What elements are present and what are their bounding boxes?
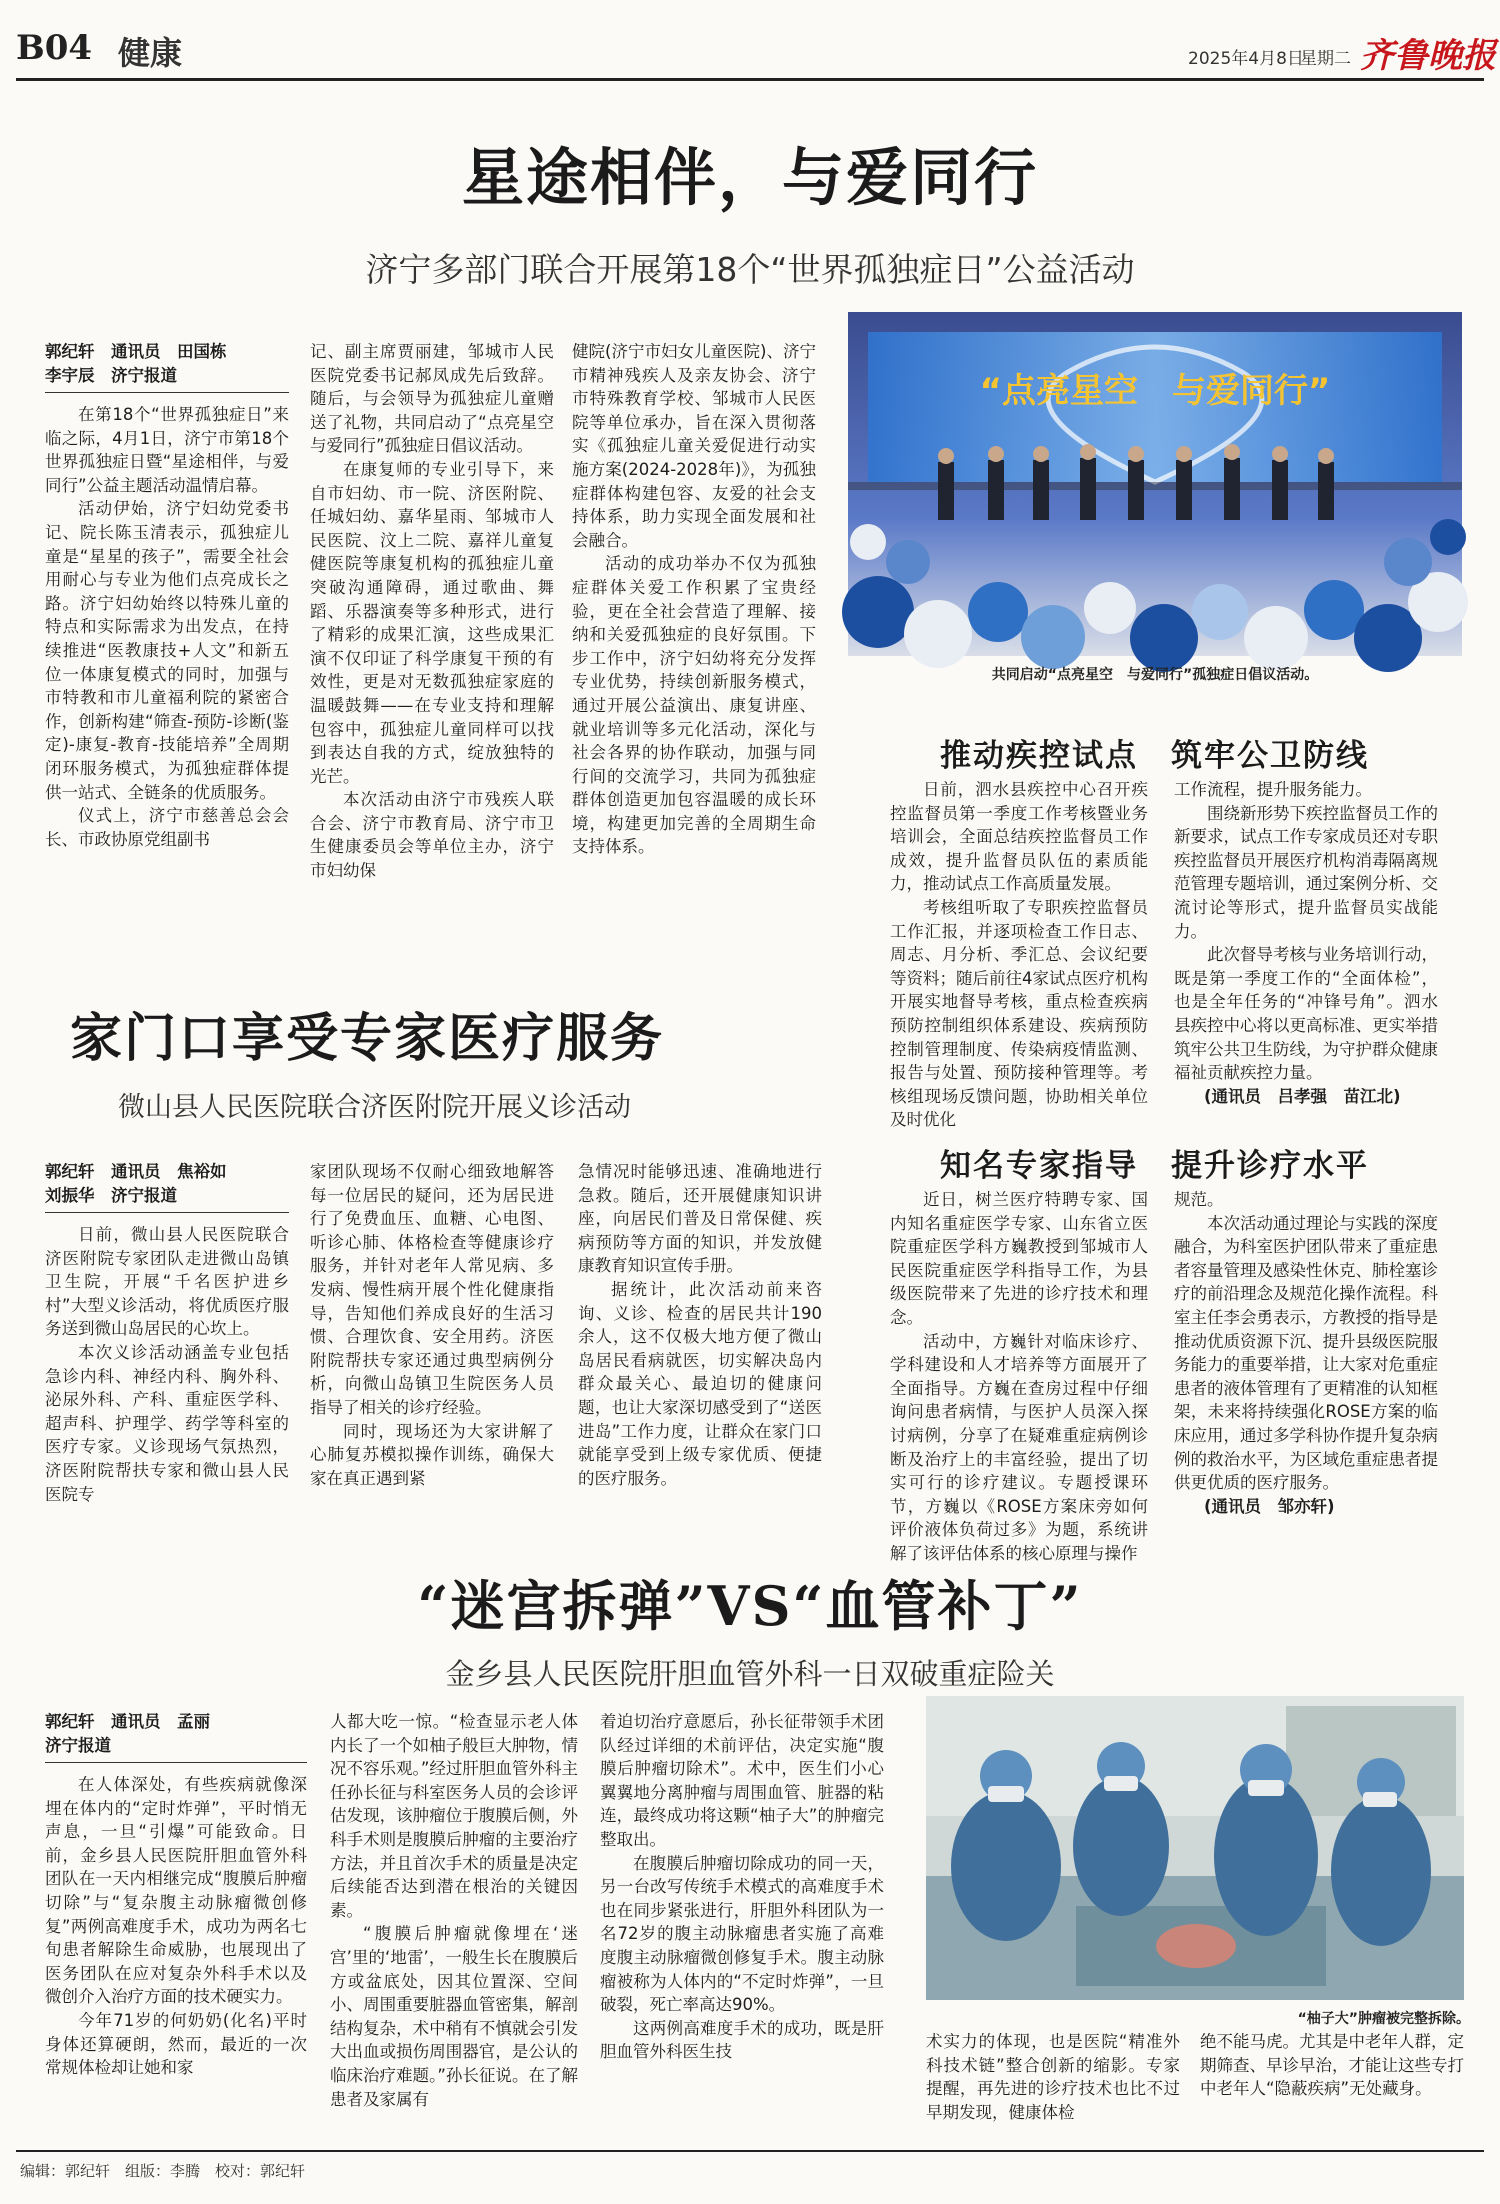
article5-subtitle: 金乡县人民医院肝胆血管外科一日双破重症险关: [445, 1657, 1055, 1691]
article2-column-1: [890, 778, 1148, 1140]
paragraph: 日前，微山县人民医院联合济医附院专家团队走进微山岛镇卫生院，开展“千名医护进乡村”大型义诊活动，将优质医疗服务送到微山岛居民的心坎上。: [45, 1225, 289, 1339]
issue-weekday: 星期二: [1300, 49, 1351, 69]
article1-photo: [848, 312, 1462, 656]
paragraph: 术实力的体现，也是医院“精准外科技术链”整合创新的缩影。专家提醒，再先进的诊疗技术也比不过早期发现，健康体检: [926, 2032, 1180, 2122]
paragraph: 记、副主席贾丽建，邹城市人民医院党委书记郝凤成先后致辞。随后，与会领导为孤独症儿童赠送了礼物，共同启动了“点亮星空 与爱同行”孤独症日倡议活动。: [310, 342, 571, 456]
article5-byline: 郭纪轩 通讯员 孟丽 济宁报道: [45, 1710, 307, 1763]
paragraph: 活动中，方巍针对临床诊疗、学科建设和人才培养等方面展开了全面指导。方巍在查房过程中仔细询问患者病情，与医护人员深入探讨病例，分享了在疑难重症病例诊断及治疗上的丰富经验，提出了切实可行的诊疗建议。专题授课环节，方巍以《ROSE方案床旁如何评价液体负荷过多》为题，系统讲解了该评估体系的核心原理与操作: [890, 1331, 1148, 1563]
article5-column-5: [1200, 2030, 1464, 2140]
article1-subtitle: 济宁多部门联合开展第18个“世界孤独症日”公益活动: [365, 250, 1135, 289]
article5-column-2: [330, 1710, 578, 2140]
article3-column-1: [45, 1160, 289, 1566]
paragraph: 日前，泗水县疾控中心召开疾控监督员第一季度工作考核暨业务培训会，全面总结疾控监督员工作成效，提升监督员队伍的素质能力，推动试点工作高质量发展。: [890, 780, 1148, 894]
paragraph: 在人体深处，有些疾病就像深埋在体内的“定时炸弹”，平时悄无声息，一旦“引爆”可能致命。日前，金乡县人民医院肝胆血管外科团队在一天内相继完成“腹膜后肿瘤切除”与“复杂腹主动脉瘤微创修复”两例高难度手术，成功为两名七旬患者解除生命威胁，也展现出了医务团队在应对复杂外科手术以及微创介入治疗方面的技术硬实力。: [45, 1775, 307, 2007]
article3-byline: 郭纪轩 通讯员 焦裕如 刘振华 济宁报道: [45, 1160, 289, 1213]
masthead-logo: 齐鲁晚报: [1360, 36, 1496, 76]
paragraph: 在腹膜后肿瘤切除成功的同一天，另一台改写传统手术模式的高难度手术也在同步紧张进行，肝胆外科团队为一名72岁的腹主动脉瘤患者实施了高难度腹主动脉瘤微创修复手术。腹主动脉瘤被称为人体内的“不定时炸弹”，一旦破裂，死亡率高达90%。: [600, 1853, 884, 2015]
ceremony-photo-illustration: [848, 312, 1462, 656]
article1-column-1: [45, 340, 289, 996]
paragraph: 在康复师的专业引导下，来自市妇幼、市一院、济医附院、任城妇幼、嘉华星雨、邹城市人民医院、汶上二院、嘉祥儿童复健医院等康复机构的孤独症儿童突破沟通障碍，通过歌曲、舞蹈、乐器演奏等多种形式，进行了精彩的成果汇演，这些成果汇演不仅印证了科学康复干预的有效性，更是对无数孤独症家庭的温暖鼓舞——在专业支持和理解包容中，孤独症儿童同样可以找到表达自我的方式，绽放独特的光芒。: [310, 459, 554, 786]
paragraph: 围绕新形势下疾控监督员工作的新要求，试点工作专家成员还对专职疾控监督员开展医疗机构消毒隔离规范管理专题培训，通过案例分析、交流讨论等形式，提升监督员实战能力。: [1174, 803, 1438, 941]
paragraph: 工作流程，提升服务能力。: [1174, 780, 1372, 799]
paragraph: 据统计，此次活动前来咨询、义诊、检查的居民共计190余人，这不仅极大地方便了微山岛居民看病就医，切实解决岛内群众最关心、最迫切的健康问题，也让大家深切感受到了“送医进岛”工作力度，让群众在家门口就能享受到上级专家优质、便捷的医疗服务。: [578, 1279, 822, 1488]
article4-column-2: [1174, 1188, 1438, 1578]
paragraph: 绝不能马虎。尤其是中老年人群，定期筛查、早诊早治，才能让这些专打中老年人“隐蔽疾病”无处藏身。: [1200, 2032, 1464, 2099]
paragraph: 同时，现场还为大家讲解了心肺复苏模拟操作训练，确保大家在真正遇到紧: [310, 1421, 554, 1488]
photo-banner-text: “点亮星空 与爱同行”: [979, 371, 1331, 411]
paragraph: 急情况时能够迅速、准确地进行急救。随后，还开展健康知识讲座，向居民们普及日常保健、疾病预防等方面的知识，并发放健康教育知识宣传手册。: [578, 1162, 822, 1276]
surgery-photo-illustration: [926, 1696, 1464, 2000]
footer-rule: [16, 2150, 1484, 2152]
paragraph: 近日，树兰医疗特聘专家、国内知名重症医学专家、山东省立医院重症医学科方巍教授到邹城市人民医院重症医学科指导工作，为县级医院带来了先进的诊疗技术和理念。: [890, 1190, 1148, 1327]
page-number: B04: [16, 28, 93, 68]
paragraph: 人都大吃一惊。“检查显示老人体内长了一个如柚子般巨大肿物，情况不容乐观。”经过肝胆血管外科主任孙长征与科室医务人员的会诊评估发现，该肿瘤位于腹膜后侧，外科手术则是腹膜后肿瘤的主要治疗方法，并且首次手术的质量是决定后续能否达到潜在根治的关键因素。: [330, 1712, 578, 1920]
article5-column-3: [600, 1710, 884, 2140]
article3-column-3: [578, 1160, 822, 1566]
section-name: 健康: [118, 34, 183, 72]
editor-credits: 编辑：郭纪轩 组版：李腾 校对：郭纪轩: [20, 2162, 306, 2180]
paragraph: 本次活动通过理论与实践的深度融合，为科室医护团队带来了重症患者容量管理及感染性休克、肺栓塞诊疗的前沿理念及规范化操作流程。科室主任李会勇表示，方教授的指导是推动优质资源下沉、提升县级医院服务能力的重要举措，让大家对危重症患者的液体管理有了更精准的认知框架，未来将持续强化ROSE方案的临床应用，通过多学科协作提升复杂病例的救治水平，为区域危重症患者提供更优质的医疗服务。: [1174, 1213, 1438, 1493]
article3-title: 家门口享受专家医疗服务: [70, 1008, 665, 1069]
article5-photo: [926, 1696, 1464, 2000]
article1-column-3: [572, 340, 816, 996]
article1-title: 星途相伴，与爱同行: [461, 141, 1038, 214]
paragraph: 本次义诊活动涵盖专业包括急诊内科、神经内科、胸外科、泌尿外科、产科、重症医学科、超声科、护理学、药学等科室的医疗专家。义诊现场气氛热烈，济医附院帮扶专家和微山县人民医院专: [45, 1342, 289, 1504]
article2-title: 推动疾控试点 筑牢公卫防线: [940, 738, 1369, 774]
article4-title: 知名专家指导 提升诊疗水平: [940, 1148, 1369, 1184]
article3-column-2: [310, 1160, 554, 1566]
header-rule: [16, 78, 1484, 81]
article4-column-1: [890, 1188, 1148, 1578]
article1-column-2: [310, 340, 571, 996]
paragraph: 本次活动由济宁市残疾人联合会、济宁市教育局、济宁市卫生健康委员会等单位主办，济宁市妇幼保: [310, 790, 554, 881]
paragraph: 家团队现场不仅耐心细致地解答每一位居民的疑问，还为居民进行了免费血压、血糖、心电图、听诊心肺、体格检查等健康诊疗服务，并针对老年人常见病、多发病、慢性病开展个性化健康指导，告知他们养成良好的生活习惯、合理饮食、安全用药。济医附院帮扶专家还通过典型病例分析，向微山岛镇卫生院医务人员指导了相关的诊疗经验。: [310, 1162, 554, 1417]
paragraph: 活动伊始，济宁妇幼党委书记、院长陈玉清表示，孤独症儿童是“星星的孩子”，需要全社会用耐心与专业为他们点亮成长之路。济宁妇幼始终以特殊儿童的特点和实际需求为出发点，在持续推进“医教康技+人文”和新五位一体康复模式的同时，加强与市特教和市儿童福利院的紧密合作，创新构建“筛查-预防-诊断(鉴定)-康复-教育-技能培养”全周期闭环服务模式，为孤独症群体提供一站式、全链条的优质服务。: [45, 499, 289, 802]
paragraph: 考核组听取了专职疾控监督员工作汇报，并逐项检查工作日志、周志、月分析、季汇总、会议纪要等资料；随后前往4家试点医疗机构开展实地督导考核，重点检查疾病预防控制组织体系建设、疾病预防控制管理制度、传染病疫情监测、报告与处置、预防接种管理等。考核组现场反馈问题，协助相关单位及时优化: [890, 897, 1148, 1130]
article4-credit: (通讯员 邹亦轩): [1204, 1496, 1335, 1516]
article1-photo-caption: 共同启动“点亮星空 与爱同行”孤独症日倡议活动。: [991, 667, 1319, 683]
article5-column-1: [45, 1710, 307, 2140]
article2-credit: (通讯员 吕孝强 苗江北): [1204, 1086, 1401, 1106]
paragraph: 在第18个“世界孤独症日”来临之际，4月1日，济宁市第18个世界孤独症日暨“星途相伴，与爱同行”公益主题活动温情启幕。: [45, 405, 289, 495]
paragraph: 这两例高难度手术的成功，既是肝胆血管外科医生技: [600, 2018, 884, 2062]
paragraph: 健院(济宁市妇女儿童医院)、济宁市精神残疾人及亲友协会、济宁市特殊教育学校、邹城市人民医院等单位承办，旨在深入贯彻落实《孤独症儿童关爱促进行动实施方案(2024-2028年)》，为孤独症群体构建包容、友爱的社会支持体系，助力实现全面发展和社会融合。: [572, 342, 816, 550]
paragraph: 规范。: [1174, 1190, 1224, 1209]
article3-subtitle: 微山县人民医院联合济医附院开展义诊活动: [118, 1092, 631, 1123]
paragraph: 活动的成功举办不仅为孤独症群体关爱工作积累了宝贵经验，更在全社会营造了理解、接纳和关爱孤独症的良好氛围。下步工作中，济宁妇幼将充分发挥专业优势，持续创新服务模式，通过开展公益演出、康复讲座、就业培训等多元化活动，深化与社会各界的协作联动，加强与同行间的交流学习，共同为孤独症群体创造更加包容温暖的成长环境，构建更加完善的全周期生命支持体系。: [572, 554, 816, 857]
paragraph: 着迫切治疗意愿后，孙长征带领手术团队经过详细的术前评估，决定实施“腹膜后肿瘤切除术”。术中，医生们小心翼翼地分离肿瘤与周围血管、脏器的粘连，最终成功将这颗“柚子大”的肿瘤完整取出。: [600, 1712, 884, 1849]
article1-byline: 郭纪轩 通讯员 田国栋 李宇辰 济宁报道: [45, 340, 289, 393]
article2-column-2: [1174, 778, 1438, 1140]
paragraph: 此次督导考核与业务培训行动，既是第一季度工作的“全面体检”，也是全年任务的“冲锋号角”。泗水县疾控中心将以更高标准、更实举措筑牢公共卫生防线，为守护群众健康福祉贡献疾控力量。: [1174, 945, 1438, 1083]
paragraph: 仪式上，济宁市慈善总会会长、市政协原党组副书: [45, 806, 289, 849]
article5-photo-caption: “柚子大”肿瘤被完整拆除。: [1297, 2011, 1470, 2027]
issue-date: 2025年4月8日: [1188, 49, 1304, 69]
article5-title: “迷宫拆弹”VS“血管补丁”: [417, 1574, 1083, 1638]
paragraph: 今年71岁的何奶奶(化名)平时身体还算硬朗，然而，最近的一次常规体检却让她和家: [45, 2010, 307, 2078]
paragraph: “腹膜后肿瘤就像埋在‘迷宫’里的‘地雷’，一般生长在腹膜后方或盆底处，因其位置深、空间小、周围重要脏器血管密集，解剖结构复杂，术中稍有不慎就会引发大出血或损伤周围器官，是公认的临床治疗难题。”孙长征说。在了解患者及家属有: [330, 1924, 578, 2109]
article5-column-4: [926, 2030, 1180, 2140]
